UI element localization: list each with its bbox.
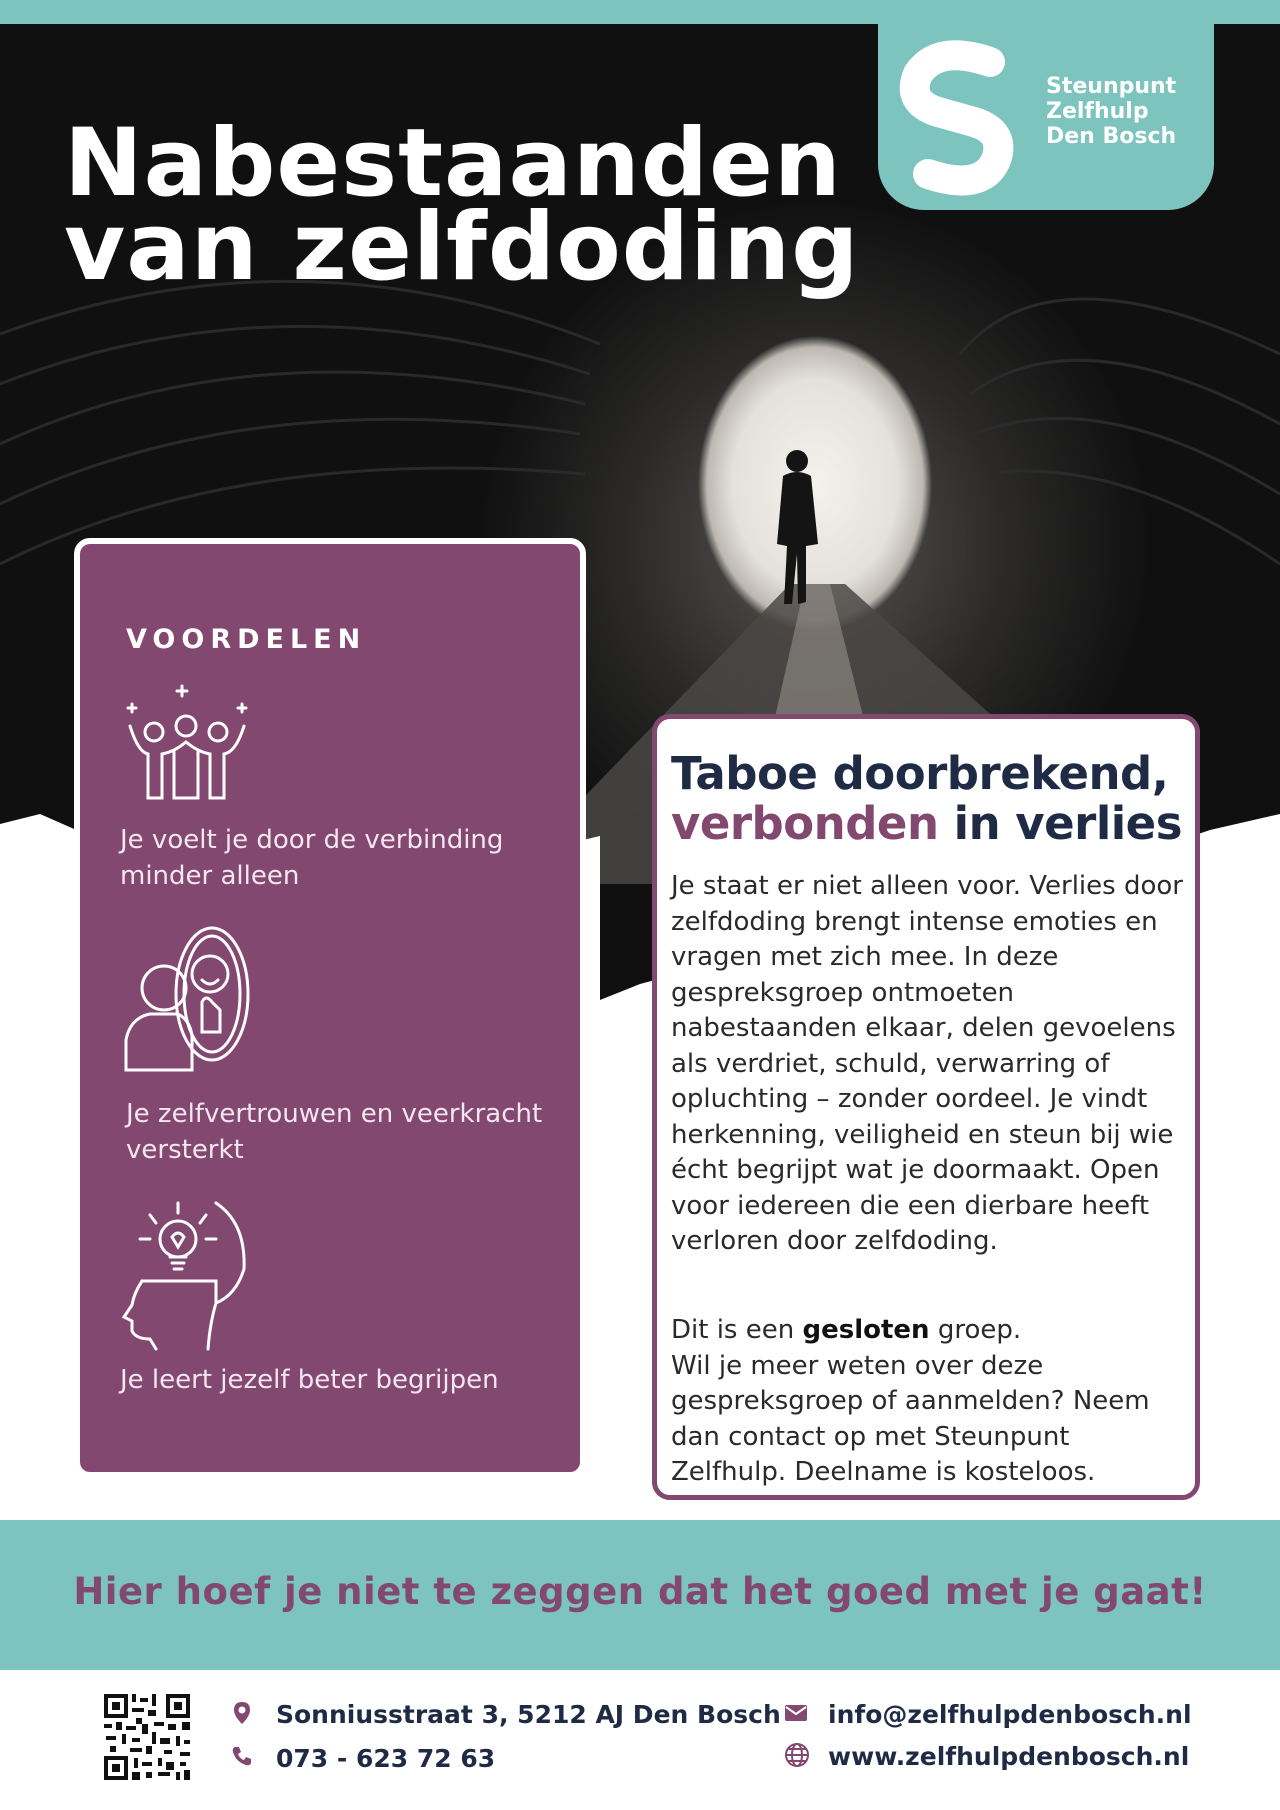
logo-text <box>1046 74 1176 149</box>
info-closed-group-text <box>671 1313 1191 1491</box>
logo-s-hands-icon <box>878 24 1038 210</box>
mirror-self-icon <box>120 924 260 1074</box>
group-people-icon <box>120 674 260 814</box>
footer <box>0 1670 1280 1810</box>
logo[interactable] <box>878 24 1214 210</box>
benefits-card <box>74 538 586 1478</box>
tagline: Hier hoef je niet te zeggen dat het goed met je gaat! <box>73 1570 1207 1613</box>
title-line-1: Nabestaanden <box>64 109 842 218</box>
logo-line-2: Zelfhulp <box>1046 99 1149 124</box>
closed-bold: gesloten <box>802 1315 930 1345</box>
info-card <box>652 714 1200 1500</box>
logo-line-1: Steunpunt <box>1046 74 1177 99</box>
info-body-text: Je staat er niet alleen voor. Verlies door zelfdoding brengt intense emoties en vragen met zich mee. In deze gespreksgroep ontmoeten nabestaanden elkaar, delen gevoelens als verdriet, schuld, verwarring of opluchting – zonder oordeel. Je vindt herkenning, veiligheid en steun bij wie écht begrijpt wat je doormaakt. Open voor iedereen die een dierbare heeft verloren door zelfdoding. <box>671 871 1183 1256</box>
location-pin-icon <box>232 1700 252 1726</box>
head-lightbulb-icon <box>120 1199 260 1354</box>
website-link[interactable]: www.zelfhulpdenbosch.nl <box>828 1742 1190 1771</box>
globe-icon <box>784 1742 810 1768</box>
info-heading-line-1: Taboe doorbrekend, <box>671 747 1169 800</box>
info-contact-text: Wil je meer weten over deze gespreksgroep of aanmelden? Neem dan contact op met Steunpunt Zelfhulp. Deelname is kosteloos. <box>671 1350 1150 1487</box>
info-heading-accent: verbonden <box>671 797 939 850</box>
benefits-heading: VOORDELEN <box>126 624 367 655</box>
closed-suffix: groep. <box>929 1315 1022 1345</box>
info-heading <box>671 749 1191 849</box>
info-heading-line-2: in verlies <box>938 797 1182 850</box>
logo-line-3: Den Bosch <box>1046 124 1177 149</box>
address-text: Sonniusstraat 3, 5212 AJ Den Bosch <box>276 1700 781 1729</box>
walking-person-figure <box>777 450 818 604</box>
envelope-icon <box>784 1704 808 1722</box>
qr-code-icon[interactable] <box>102 1692 192 1782</box>
closed-prefix: Dit is een <box>671 1315 803 1345</box>
phone-icon <box>230 1744 254 1768</box>
benefit-text-3: Je leert jezelf beter begrijpen <box>120 1365 499 1395</box>
page-title <box>64 109 860 302</box>
title-line-2: van zelfdoding <box>64 193 860 302</box>
benefit-text-2: Je zelfvertrouwen en veerkracht versterkt <box>126 1099 543 1165</box>
top-strip <box>0 0 1280 24</box>
benefit-text-1: Je voelt je door de verbinding minder alleen <box>120 825 504 891</box>
phone-link[interactable]: 073 - 623 72 63 <box>276 1744 496 1773</box>
tagline-band <box>0 1520 1280 1670</box>
email-link[interactable]: info@zelfhulpdenbosch.nl <box>828 1700 1192 1729</box>
